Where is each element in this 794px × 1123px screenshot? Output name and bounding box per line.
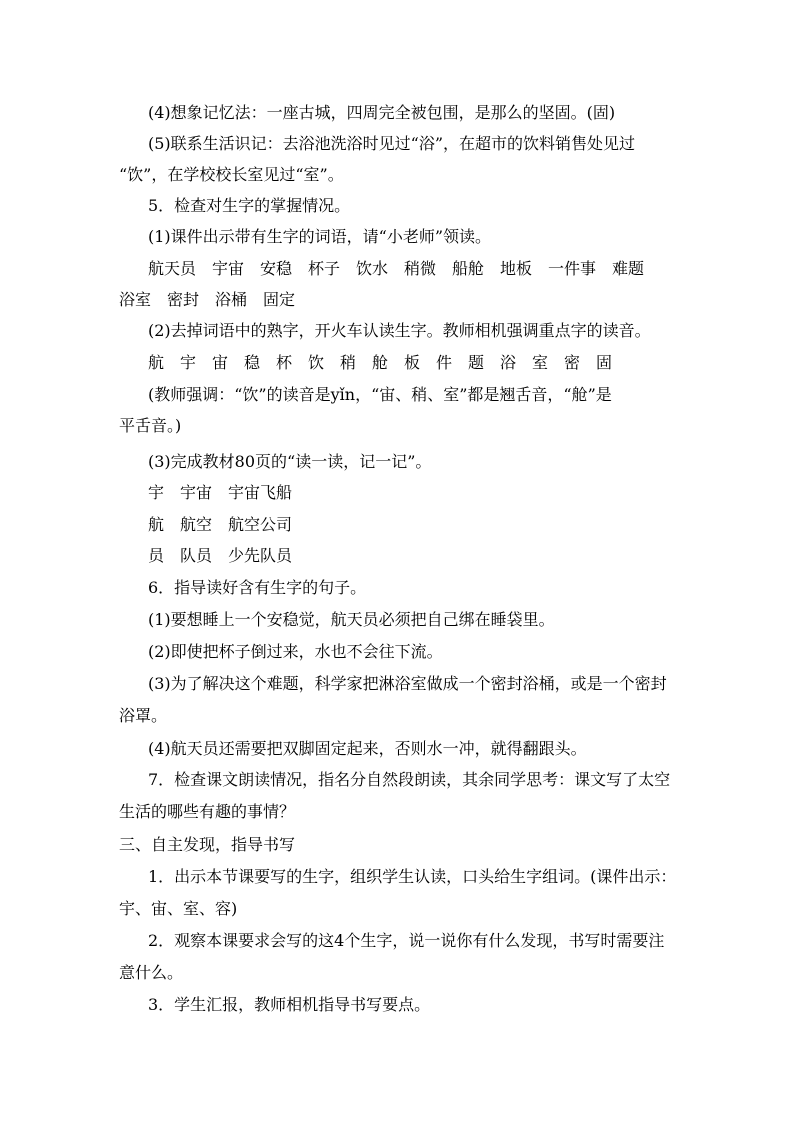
text-line: (3)完成教材80页的“读一读，记一记”。 [148, 452, 432, 471]
text-line: 生活的哪些有趣的事情？ [119, 802, 296, 821]
sentence-line: (2)即使把杯子倒过来，水也不会往下流。 [148, 642, 443, 661]
text-line: (4)想象记忆法：一座古城，四周完全被包围，是那么的坚固。(固) [148, 103, 616, 122]
word-list-line: 航天员 宇宙 安稳 杯子 饮水 稍微 船舱 地板 一件事 难题 [148, 259, 645, 278]
sentence-line: (1)要想睡上一个安稳觉，航天员必须把自己绑在睡袋里。 [148, 610, 555, 629]
text-line: 平舌音。) [119, 416, 182, 435]
text-line: (1)课件出示带有生字的词语，请“小老师”领读。 [148, 227, 492, 246]
word-list-line: 浴室 密封 浴桶 固定 [119, 290, 296, 309]
word-group-line: 航 航空 航空公司 [148, 515, 293, 534]
text-line: 宇、宙、室、容) [119, 899, 238, 918]
text-line: 7．检查课文朗读情况，指名分自然段朗读，其余同学思考：课文写了太空 [148, 770, 671, 789]
sentence-line: 浴罩。 [119, 706, 168, 725]
text-line: (2)去掉词语中的熟字，开火车认读生字。教师相机强调重点字的读音。 [148, 321, 651, 340]
sentence-line: (3)为了解决这个难题，科学家把淋浴室做成一个密封浴桶，或是一个密封 [148, 674, 667, 693]
text-line: (教师强调：“饮”的读音是yǐn，“宙、稍、室”都是翘舌音，“舱”是 [148, 385, 612, 404]
word-group-line: 宇 宇宙 宇宙飞船 [148, 483, 293, 502]
text-line: 1．出示本节课要写的生字，组织学生认读，口头给生字组词。(课件出示： [148, 867, 677, 886]
text-line: 2．观察本课要求会写的这4个生字，说一说你有什么发现，书写时需要注 [148, 931, 665, 950]
sentence-line: (4)航天员还需要把双脚固定起来，否则水一冲，就得翻跟头。 [148, 739, 587, 758]
word-group-line: 员 队员 少先队员 [148, 546, 293, 565]
text-line: 5．检查对生字的掌握情况。 [148, 196, 351, 215]
text-line: 6．指导读好含有生字的句子。 [148, 578, 367, 597]
character-list-line: 航 宇 宙 稳 杯 饮 稍 舱 板 件 题 浴 室 密 固 [148, 353, 613, 372]
text-line: (5)联系生活识记：去浴池洗浴时见过“浴”，在超市的饮料销售处见过 [148, 134, 636, 153]
section-heading: 三、自主发现，指导书写 [119, 835, 296, 854]
text-line: 意什么。 [119, 963, 184, 982]
text-line: “饮”，在学校校长室见过“室”。 [119, 165, 344, 184]
text-line: 3．学生汇报，教师相机指导书写要点。 [148, 995, 431, 1014]
